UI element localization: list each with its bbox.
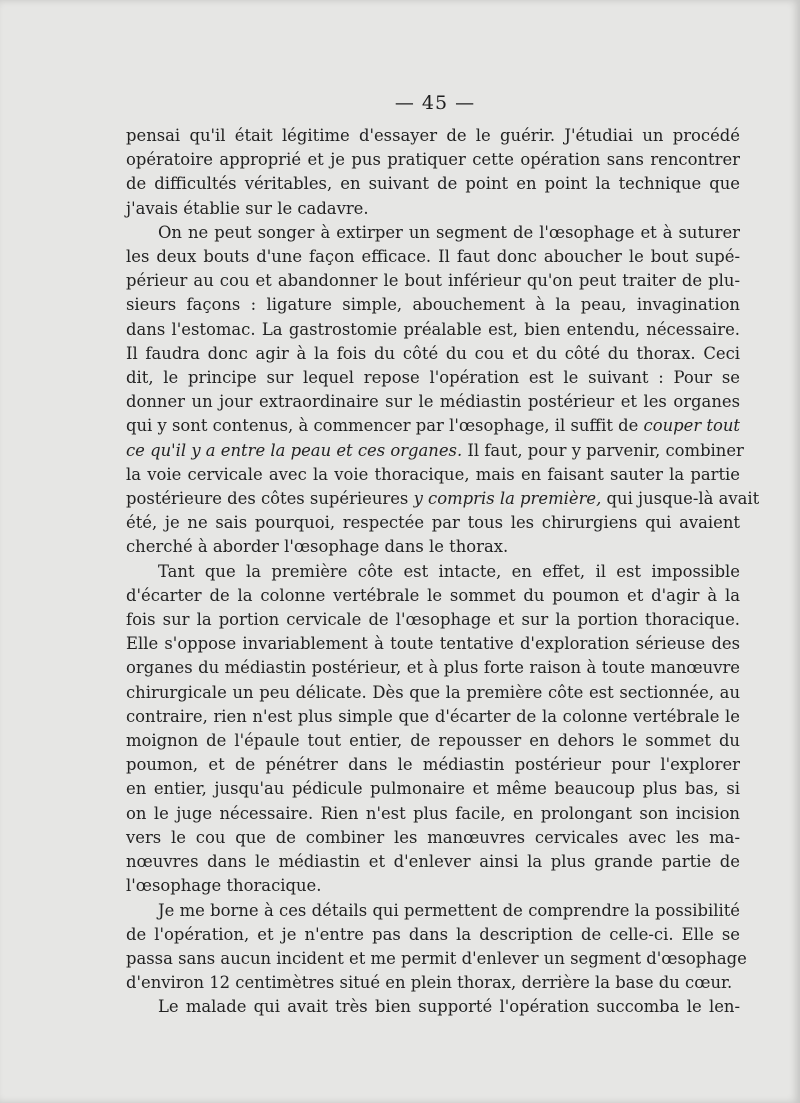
text-line: de l'opération, et je n'entre pas dans la description de celle-ci. Elle se xyxy=(126,924,740,944)
text-line: d'écarter de la colonne vertébrale le sommet du poumon et d'agir à la xyxy=(126,585,740,605)
text-line: Il faudra donc agir à la fois du côté du cou et du côté du thorax. Ceci xyxy=(126,343,740,363)
text-line: les deux bouts d'une façon efficace. Il faut donc aboucher le bout supé- xyxy=(126,247,740,267)
text-line: opératoire approprié et je pus pratiquer cette opération sans rencontrer xyxy=(126,150,740,170)
text-line: cherché à aborder l'œsophage dans le thorax. xyxy=(126,537,509,557)
text-line: Tant que la première côte est intacte, en effet, il est impossible xyxy=(158,561,740,581)
italic-text: ce qu'il y a entre la peau et ces organes. xyxy=(126,440,463,460)
text-line: pensai qu'il était légitime d'essayer de le guérir. J'étudiai un procédé xyxy=(126,126,740,145)
text-segment: qui jusque-là avait xyxy=(606,489,760,509)
text-line: nœuvres dans le médiastin et d'enlever ainsi la plus grande partie de xyxy=(126,852,740,872)
text-line: Le malade qui avait très bien supporté l'opération succomba le len- xyxy=(158,997,740,1017)
text-segment: postérieure des côtes supérieures xyxy=(126,489,409,509)
text-line: Je me borne à ces détails qui permettent de comprendre la possibilité xyxy=(158,900,740,920)
text-line: dit, le principe sur lequel repose l'opération est le suivant : Pour se xyxy=(126,368,740,388)
paragraph xyxy=(126,995,740,1019)
text-line: fois sur la portion cervicale de l'œsophage et sur la portion thoracique. xyxy=(126,610,740,630)
text-line: sieurs façons : ligature simple, abouchement à la peau, invagination xyxy=(126,295,740,315)
text-line: dans l'estomac. La gastrostomie préalable est, bien entendu, nécessaire. xyxy=(126,319,740,339)
italic-text: couper tout xyxy=(643,416,740,436)
paragraph xyxy=(126,124,740,221)
paragraph xyxy=(126,560,740,899)
text-segment: qui y sont contenus, à commencer par l'œsophage, il suffit de xyxy=(126,416,639,436)
text-line: périeur au cou et abandonner le bout inférieur qu'on peut traiter de plu- xyxy=(126,271,740,291)
paragraph xyxy=(126,221,760,560)
paragraph xyxy=(126,899,747,996)
text-line: donner un jour extraordinaire sur le médiastin postérieur et les organes xyxy=(126,392,740,412)
text-line xyxy=(126,487,760,511)
text-line: j'avais établie sur le cadavre. xyxy=(126,198,369,218)
text-line: On ne peut songer à extirper un segment de l'œsophage et à suturer xyxy=(158,222,740,242)
text-line: en entier, jusqu'au pédicule pulmonaire et même beaucoup plus bas, si xyxy=(126,779,740,799)
text-line: d'environ 12 centimètres situé en plein thorax, derrière la base du cœur. xyxy=(126,973,733,993)
text-line: passa sans aucun incident et me permit d'enlever un segment d'œsophage xyxy=(126,948,747,968)
text-line: moignon de l'épaule tout entier, de repousser en dehors le sommet du xyxy=(126,731,740,751)
text-line: l'œsophage thoracique. xyxy=(126,876,322,896)
text-line: chirurgicale un peu délicate. Dès que la première côte est sectionnée, au xyxy=(126,682,740,702)
text-line: la voie cervicale avec la voie thoracique, mais en faisant sauter la partie xyxy=(126,464,740,484)
body-text xyxy=(126,124,760,1020)
text-segment: Il faut, pour y parvenir, combiner xyxy=(467,440,744,460)
text-line: on le juge nécessaire. Rien n'est plus facile, en prolongant son incision xyxy=(126,803,740,823)
text-line: Elle s'oppose invariablement à toute tentative d'exploration sérieuse des xyxy=(126,634,740,654)
text-line: organes du médiastin postérieur, et à plus forte raison à toute manœuvre xyxy=(126,658,740,678)
text-line: contraire, rien n'est plus simple que d'écarter de la colonne vertébrale le xyxy=(126,706,740,726)
text-line: poumon, et de pénétrer dans le médiastin postérieur pour l'explorer xyxy=(126,755,740,775)
page-number: — 45 — xyxy=(394,92,476,114)
text-line xyxy=(126,414,740,438)
text-line xyxy=(126,439,744,463)
text-line: de difficultés véritables, en suivant de point en point la technique que xyxy=(126,174,740,194)
italic-text: y compris la première, xyxy=(413,489,602,509)
text-line: vers le cou que de combiner les manœuvres cervicales avec les ma- xyxy=(126,827,740,847)
text-line: été, je ne sais pourquoi, respectée par tous les chirurgiens qui avaient xyxy=(126,513,740,533)
